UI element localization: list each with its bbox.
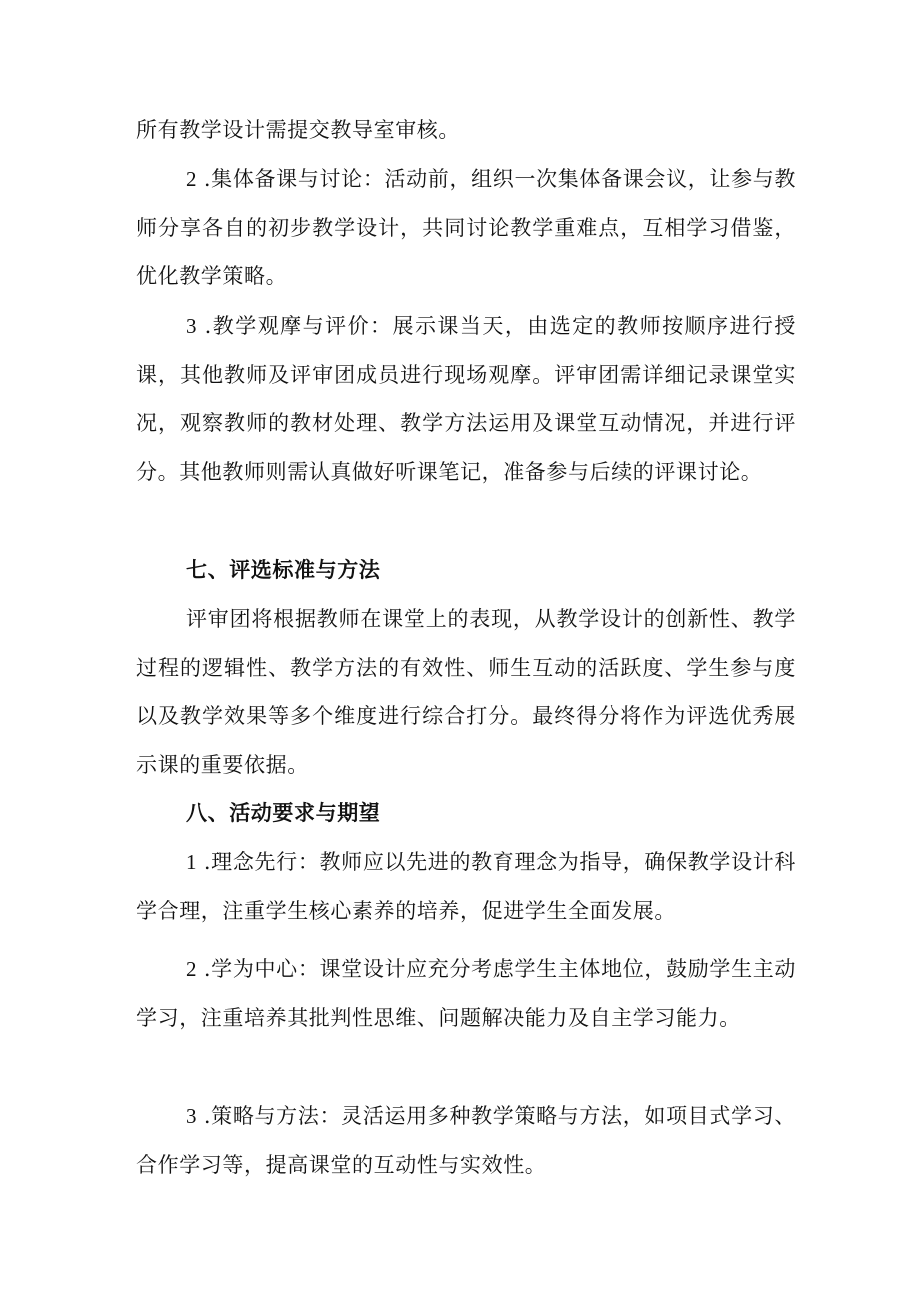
paragraph-criteria bbox=[136, 595, 796, 789]
item-number: 2 bbox=[186, 957, 197, 981]
item-number: 3 bbox=[186, 314, 197, 338]
item-number: 2 bbox=[186, 167, 197, 191]
paragraph-philosophy-first bbox=[136, 838, 796, 935]
paragraph-strategies-methods bbox=[136, 1092, 796, 1189]
paragraph-text: .学为中心：课堂设计应充分考虑学生主体地位，鼓励学生主动学习，注重培养其批判性思维、问题解决能力及自主学习能力。 bbox=[136, 957, 796, 1030]
paragraph-text: .策略与方法：灵活运用多种教学策略与方法，如项目式学习、合作学习等，提高课堂的互动性与实效性。 bbox=[136, 1104, 796, 1177]
paragraph-design-review bbox=[136, 106, 796, 155]
paragraph-text: 所有教学设计需提交教导室审核。 bbox=[136, 118, 460, 142]
section-heading-criteria: 七、评选标准与方法 bbox=[186, 557, 381, 582]
item-number: 3 bbox=[186, 1104, 197, 1128]
paragraph-text: .理念先行：教师应以先进的教育理念为指导，确保教学设计科学合理，注重学生核心素养的培养，促进学生全面发展。 bbox=[136, 850, 796, 923]
item-number: 1 bbox=[186, 850, 197, 874]
paragraph-observation-evaluation bbox=[136, 302, 796, 496]
paragraph-text: .教学观摩与评价：展示课当天，由选定的教师按顺序进行授课，其他教师及评审团成员进行现场观摩。评审团需详细记录课堂实况，观察教师的教材处理、教学方法运用及课堂互动情况，并进行评分。其他教师则需认真做好听课笔记，准备参与后续的评课讨论。 bbox=[136, 314, 796, 484]
paragraph-text: 评审团将根据教师在课堂上的表现，从教学设计的创新性、教学过程的逻辑性、教学方法的有效性、师生互动的活跃度、学生参与度以及教学效果等多个维度进行综合打分。最终得分将作为评选优秀展示课的重要依据。 bbox=[136, 607, 796, 777]
section-heading-requirements: 八、活动要求与期望 bbox=[186, 800, 381, 825]
paragraph-collective-lesson-prep bbox=[136, 155, 796, 301]
paragraph-text: .集体备课与讨论：活动前，组织一次集体备课会议，让参与教师分享各自的初步教学设计，共同讨论教学重难点，互相学习借鉴，优化教学策略。 bbox=[136, 167, 796, 288]
paragraph-student-centered bbox=[136, 945, 796, 1042]
